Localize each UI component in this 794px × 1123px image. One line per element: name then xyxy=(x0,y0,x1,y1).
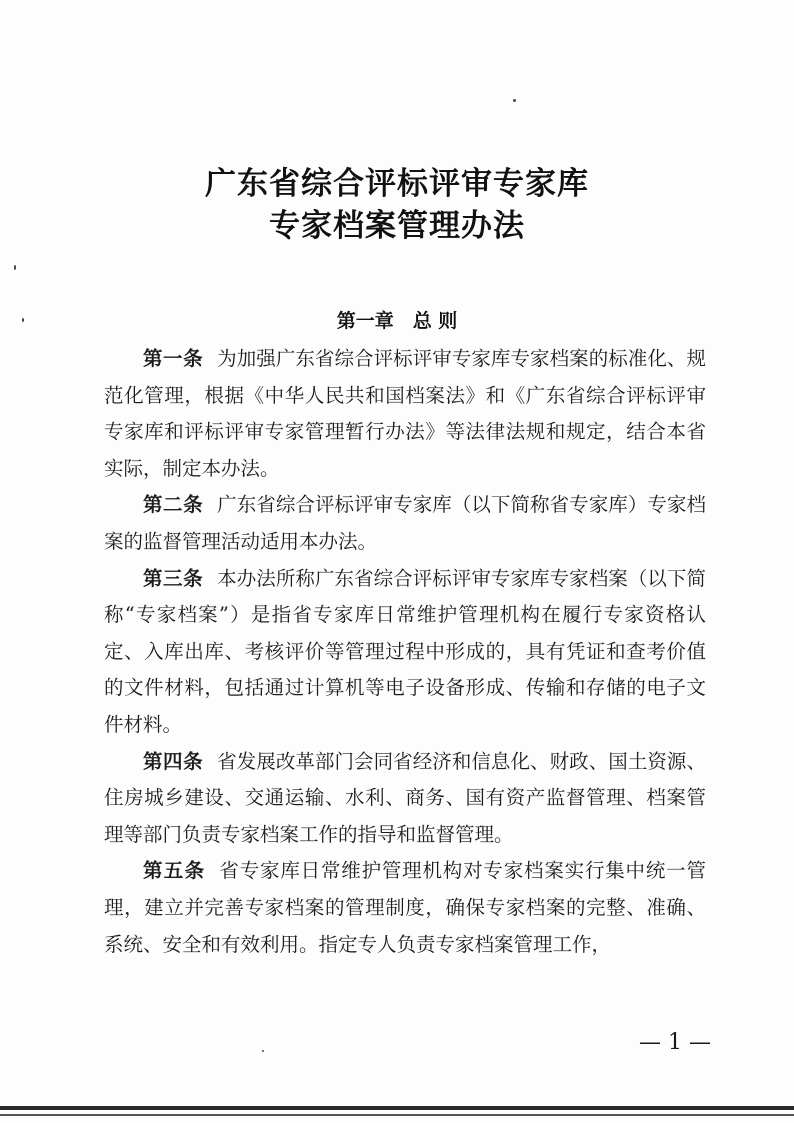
article-text: 广东省综合评标评审专家库（以下简称省专家库）专家档案的监督管理活动适用本办法。 xyxy=(104,493,706,553)
article-paragraph xyxy=(104,853,706,963)
article-label: 第四条 xyxy=(143,749,204,773)
document-body xyxy=(104,341,706,963)
chapter-heading: 第一章 总 则 xyxy=(336,310,458,332)
scan-speck xyxy=(262,1050,264,1052)
scan-speck xyxy=(14,265,16,270)
article-paragraph xyxy=(104,487,706,560)
scan-edge-line xyxy=(0,1106,794,1110)
article-label: 第三条 xyxy=(143,566,204,590)
article-paragraph xyxy=(104,744,706,854)
article-text: 省发展改革部门会同省经济和信息化、财政、国土资源、住房城乡建设、交通运输、水利、商务、国有资产监督管理、档案管理等部门负责专家档案工作的指导和监督管理。 xyxy=(104,749,706,846)
document-title-line1: 广东省综合评标评审专家库 xyxy=(205,166,589,202)
page-number: — 1 — xyxy=(639,1030,711,1055)
article-label: 第五条 xyxy=(143,859,206,883)
article-paragraph xyxy=(104,561,706,744)
article-text: 本办法所称广东省综合评标评审专家库专家档案（以下简称“专家档案”）是指省专家库日常维护管理机构在履行专家资格认定、入库出库、考核评价等管理过程中形成的，具有凭证和查考价值的文件材料，包括通过计算机等电子设备形成、传输和存储的电子文件材料。 xyxy=(104,566,706,736)
article-label: 第二条 xyxy=(143,493,204,517)
article-text: 省专家库日常维护管理机构对专家档案实行集中统一管理，建立并完善专家档案的管理制度，确保专家档案的完整、准确、系统、安全和有效利用。指定专人负责专家档案管理工作， xyxy=(104,859,706,956)
document-title-line2: 专家档案管理办法 xyxy=(269,208,525,244)
scan-speck xyxy=(22,318,24,322)
article-label: 第一条 xyxy=(143,347,204,370)
scan-edge-line xyxy=(0,1114,794,1116)
article-text: 为加强广东省综合评标评审专家库专家档案的标准化、规范化管理，根据《中华人民共和国档案法》和《广东省综合评标评审专家库和评标评审专家管理暂行办法》等法律法规和规定，结合本省实际，制定本办法。 xyxy=(104,347,706,480)
scan-speck xyxy=(513,99,516,102)
article-paragraph xyxy=(104,341,706,487)
